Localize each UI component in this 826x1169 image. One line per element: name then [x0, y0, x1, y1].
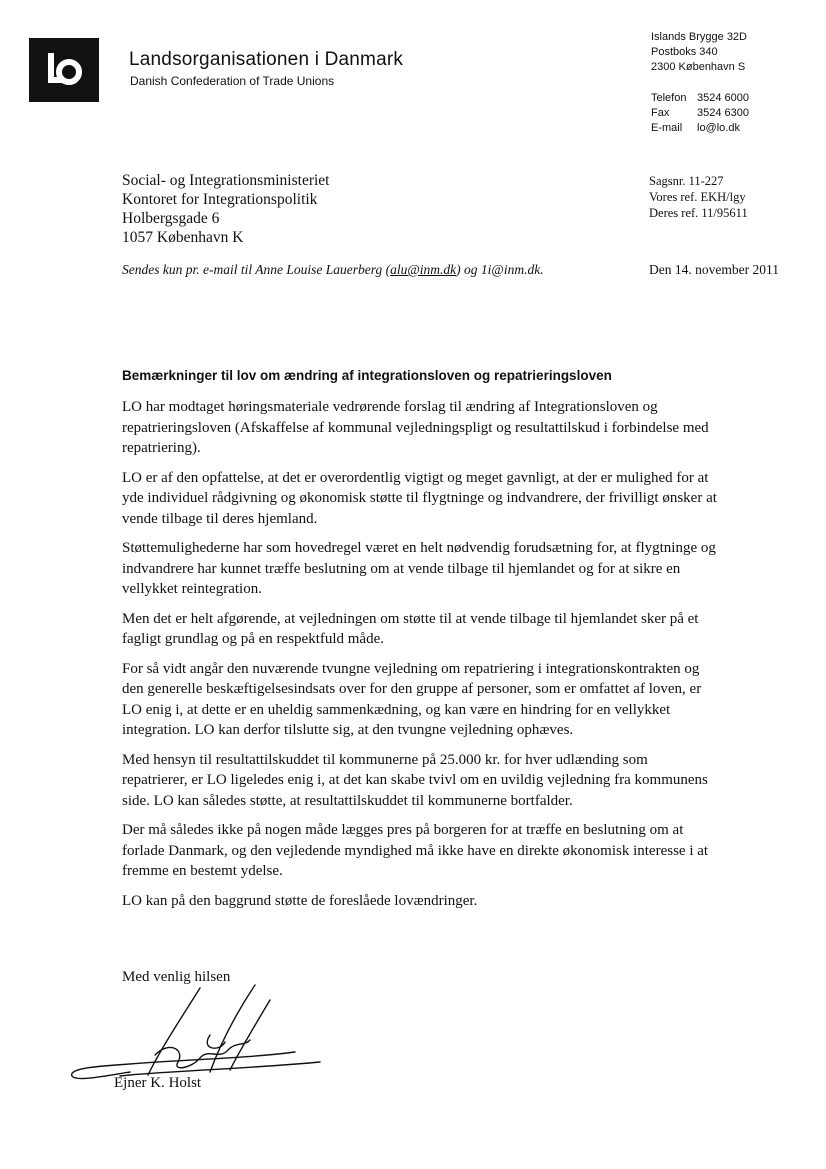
lo-logo-mark: [29, 38, 99, 102]
body-paragraph: Men det er helt afgørende, at vejledningen om støtte til at vende tilbage til hjemlandet sker på et fagligt grundlag og på en respektfuld måde.: [122, 610, 699, 647]
org-subtitle: Danish Confederation of Trade Unions: [130, 74, 335, 88]
delivery-note: [122, 262, 544, 278]
body-paragraph: LO har modtaget høringsmateriale vedrørende forslag til ændring af Integrationsloven og repatrieringsloven (Afskaffelse af kommunal vejledningspligt og resultattilskud i forbindelse med repatriering).: [122, 399, 709, 456]
phone-row: [651, 92, 749, 104]
recipient-line: Social- og Integrationsministeriet: [122, 172, 330, 189]
fax-row: [651, 107, 749, 119]
recipient-line: Kontoret for Integrationspolitik: [122, 191, 318, 208]
handwritten-signature: [60, 980, 360, 1090]
email-row: [651, 122, 740, 134]
delivery-note-suffix: ) og 1i@inm.dk.: [456, 262, 544, 277]
fax-label: Fax: [651, 107, 670, 119]
case-number: Sagsnr. 11-227: [649, 174, 724, 188]
closing: Med venlig hilsen: [122, 969, 231, 985]
body-paragraph: Med hensyn til resultattilskuddet til kommunerne på 25.000 kr. for hver udlænding som repatrierer, er LO ligeledes enig i, at det kan skabe tvivl om en uvildig vejledning fra kommunens side. LO kan således støtte, at resultattilskuddet til kommunerne bortfalder.: [122, 751, 708, 809]
org-name: Landsorganisationen i Danmark: [129, 49, 404, 70]
our-reference: Vores ref. EKH/lgy: [649, 190, 746, 204]
email-link[interactable]: alu@inm.dk: [390, 262, 457, 277]
phone-label: Telefon: [651, 92, 687, 104]
body-paragraph: Der må således ikke på nogen måde lægges pres på borgeren for at træffe en beslutning om at forlade Danmark, og den vejledende myndighed må ikke have en direkte økonomisk interesse i at fremme en bestemt ydelse.: [122, 822, 709, 879]
your-reference: Deres ref. 11/95611: [649, 206, 748, 220]
delivery-note-prefix: Sendes kun pr. e-mail til Anne Louise Lauerberg (: [122, 262, 391, 277]
body-paragraph: Støttemulighederne har som hovedregel været en helt nødvendig forudsætning for, at flygtninge og indvandrere har kunnet træffe beslutning om at vende tilbage til hjemlandet og for at sikre en vellykket reintegration.: [122, 540, 716, 597]
letter-date: Den 14. november 2011: [649, 262, 779, 277]
letter-subject: Bemærkninger til lov om ændring af integrationsloven og repatrieringsloven: [122, 368, 612, 383]
recipient-line: 1057 København K: [122, 229, 244, 246]
address-line: Postboks 340: [651, 46, 718, 58]
email-value: lo@lo.dk: [697, 122, 740, 134]
address-line: Islands Brygge 32D: [651, 31, 747, 43]
fax-value: 3524 6300: [697, 107, 749, 119]
recipient-line: Holbergsgade 6: [122, 210, 220, 227]
address-line: 2300 København S: [651, 61, 746, 73]
signer-name: Ejner K. Holst: [114, 1075, 202, 1091]
lo-logo: [29, 38, 99, 102]
email-label: E-mail: [651, 122, 683, 134]
body-paragraph: LO er af den opfattelse, at det er overordentlig vigtigt og meget gavnligt, at der er mulighed for at yde individuel rådgivning og økonomisk støtte til flygtninge og indvandrere, der frivilligt ønsker at vende tilbage til deres hjemland.: [122, 469, 717, 527]
letter-body: [122, 397, 717, 920]
phone-value: 3524 6000: [697, 92, 749, 104]
body-paragraph: LO kan på den baggrund støtte de foreslåede lovændringer.: [122, 892, 478, 909]
body-paragraph: For så vidt angår den nuværende tvungne vejledning om repatriering i integrationskontrakten og den generelle beskæftigelsesindsats over for den gruppe af personer, som er omfattet af loven, er LO enig i, at dette er en uheldig sammenkædning, og kan være en hindring for en vellykket integration. LO kan derfor tilslutte sig, at den tvungne vejledning ophæves.: [122, 660, 702, 738]
